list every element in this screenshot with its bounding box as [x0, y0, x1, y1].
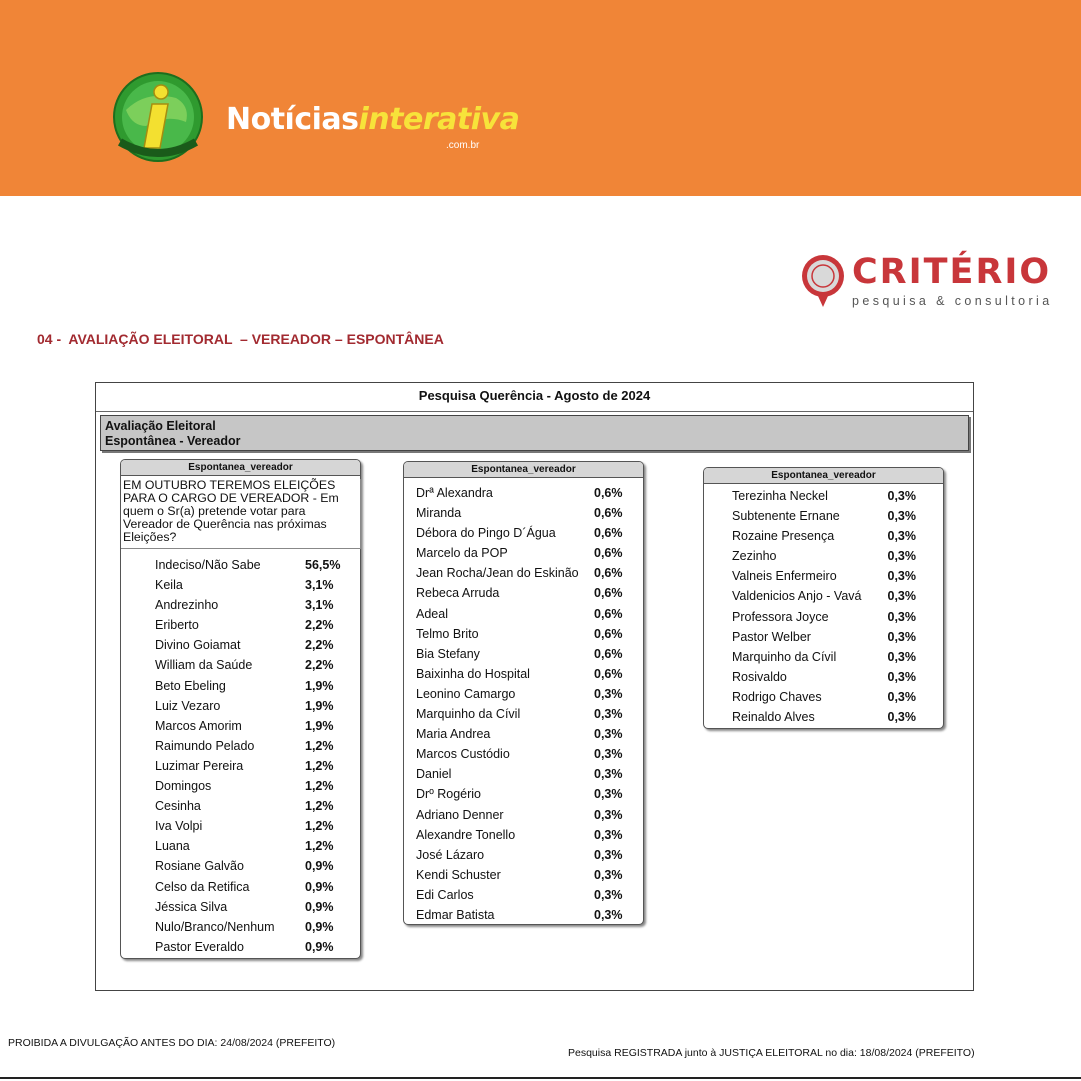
- table-row: Marcos Amorim 1,9%: [155, 718, 334, 733]
- report-divider: [96, 411, 973, 412]
- table-row: Domingos 1,2%: [155, 779, 334, 794]
- table-row: Marcelo da POP 0,6%: [416, 546, 623, 561]
- table-row: Professora Joyce 0,3%: [732, 609, 916, 624]
- table-row: Kendi Schuster 0,3%: [416, 867, 623, 882]
- table-row: Leonino Camargo 0,3%: [416, 686, 623, 701]
- panel-header: Espontanea_vereador: [404, 462, 643, 478]
- table-row: Drº Rogério 0,3%: [416, 787, 623, 802]
- table-row: Bia Stefany 0,6%: [416, 646, 623, 661]
- table-row: Valneis Enfermeiro 0,3%: [732, 569, 916, 584]
- table-row: Edmar Batista 0,3%: [416, 907, 623, 922]
- table-row: Rosiane Galvão 0,9%: [155, 859, 334, 874]
- institute-seal-icon: [800, 252, 846, 308]
- table-row: Divino Goiamat 2,2%: [155, 638, 334, 653]
- report-subtitle-bar: [100, 415, 969, 451]
- footer-embargo-note: PROIBIDA A DIVULGAÇÃO ANTES DO DIA: 24/08/2024 (PREFEITO): [8, 1037, 336, 1049]
- table-row: Débora do Pingo D´Água 0,6%: [416, 526, 623, 541]
- report-box: [95, 382, 974, 991]
- table-row: Zezinho 0,3%: [732, 549, 916, 564]
- brand-logo[interactable]: [106, 70, 520, 170]
- table-row: Celso da Retifica 0,9%: [155, 879, 334, 894]
- results-panel-1: [120, 459, 361, 959]
- table-row: Adriano Denner 0,3%: [416, 807, 623, 822]
- table-row: Pastor Welber 0,3%: [732, 629, 916, 644]
- panel-header: Espontanea_vereador: [121, 460, 360, 476]
- table-row: Rodrigo Chaves 0,3%: [732, 689, 916, 704]
- table-row: Subtenente Ernane 0,3%: [732, 509, 916, 524]
- table-row: Marquinho da Cívil 0,3%: [416, 707, 623, 722]
- table-row: Luzimar Pereira 1,2%: [155, 758, 334, 773]
- survey-question: EM OUTUBRO TEREMOS ELEIÇÕES PARA O CARGO DE VEREADOR - Em quem o Sr(a) pretende votar para Vereador de Querência nas próximas Eleições?: [121, 479, 361, 549]
- table-row: Marcos Custódio 0,3%: [416, 747, 623, 762]
- table-row: Terezinha Neckel 0,3%: [732, 489, 916, 503]
- table-row: Indeciso/Não Sabe 56,5%: [155, 558, 341, 572]
- institute-logo: [800, 250, 1075, 312]
- table-row: Rozaine Presença 0,3%: [732, 529, 916, 544]
- table-row: Maria Andrea 0,3%: [416, 727, 623, 742]
- section-title: 04 - AVALIAÇÃO ELEITORAL – VEREADOR – ESPONTÂNEA: [37, 331, 444, 347]
- table-row: Valdenicios Anjo - Vavá 0,3%: [732, 589, 916, 604]
- institute-tagline: pesquisa & consultoria: [852, 294, 1053, 308]
- report-title: Pesquisa Querência - Agosto de 2024: [418, 388, 651, 403]
- table-row: Pastor Everaldo 0,9%: [155, 939, 334, 954]
- table-row: Drª Alexandra 0,6%: [416, 486, 623, 500]
- header-band: [0, 0, 1081, 196]
- footer-registration-note: Pesquisa REGISTRADA junto à JUSTIÇA ELEITORAL no dia: 18/08/2024 (PREFEITO): [568, 1047, 975, 1059]
- table-row: Telmo Brito 0,6%: [416, 626, 623, 641]
- table-row: Edi Carlos 0,3%: [416, 887, 623, 902]
- table-row: Iva Volpi 1,2%: [155, 819, 334, 834]
- table-row: Alexandre Tonello 0,3%: [416, 827, 623, 842]
- table-row: Andrezinho 3,1%: [155, 598, 334, 613]
- table-row: Marquinho da Cívil 0,3%: [732, 649, 916, 664]
- brand-wordmark: Notíciasinterativa: [226, 102, 520, 137]
- table-row: Rosivaldo 0,3%: [732, 669, 916, 684]
- results-list-3: [704, 486, 943, 727]
- table-row: Rebeca Arruda 0,6%: [416, 586, 623, 601]
- results-panel-2: [403, 461, 644, 925]
- table-row: José Lázaro 0,3%: [416, 847, 623, 862]
- table-row: William da Saúde 2,2%: [155, 658, 334, 673]
- brand-globe-icon: [106, 70, 210, 164]
- table-row: Reinaldo Alves 0,3%: [732, 710, 916, 725]
- results-list-1: [121, 555, 360, 957]
- table-row: Adeal 0,6%: [416, 606, 623, 621]
- table-row: Daniel 0,3%: [416, 767, 623, 782]
- report-subtitle-line1: Avaliação Eleitoral: [105, 419, 216, 433]
- panel-header: Espontanea_vereador: [704, 468, 943, 484]
- table-row: Luiz Vezaro 1,9%: [155, 698, 334, 713]
- footer-divider: [0, 1077, 1081, 1079]
- report-subtitle-line2: Espontânea - Vereador: [105, 434, 241, 448]
- table-row: Jéssica Silva 0,9%: [155, 899, 334, 914]
- results-list-2: [404, 483, 643, 925]
- table-row: Miranda 0,6%: [416, 506, 623, 521]
- table-row: Luana 1,2%: [155, 839, 334, 854]
- table-row: Eriberto 2,2%: [155, 618, 334, 633]
- table-row: Baixinha do Hospital 0,6%: [416, 666, 623, 681]
- table-row: Jean Rocha/Jean do Eskinão 0,6%: [416, 566, 623, 581]
- table-row: Raimundo Pelado 1,2%: [155, 738, 334, 753]
- results-panel-3: [703, 467, 944, 729]
- table-row: Beto Ebeling 1,9%: [155, 678, 334, 693]
- table-row: Keila 3,1%: [155, 578, 334, 593]
- table-row: Nulo/Branco/Nenhum 0,9%: [155, 919, 334, 934]
- institute-name: CRITÉRIO: [852, 252, 1052, 292]
- brand-domain: .com.br: [446, 140, 480, 151]
- table-row: Cesinha 1,2%: [155, 799, 334, 814]
